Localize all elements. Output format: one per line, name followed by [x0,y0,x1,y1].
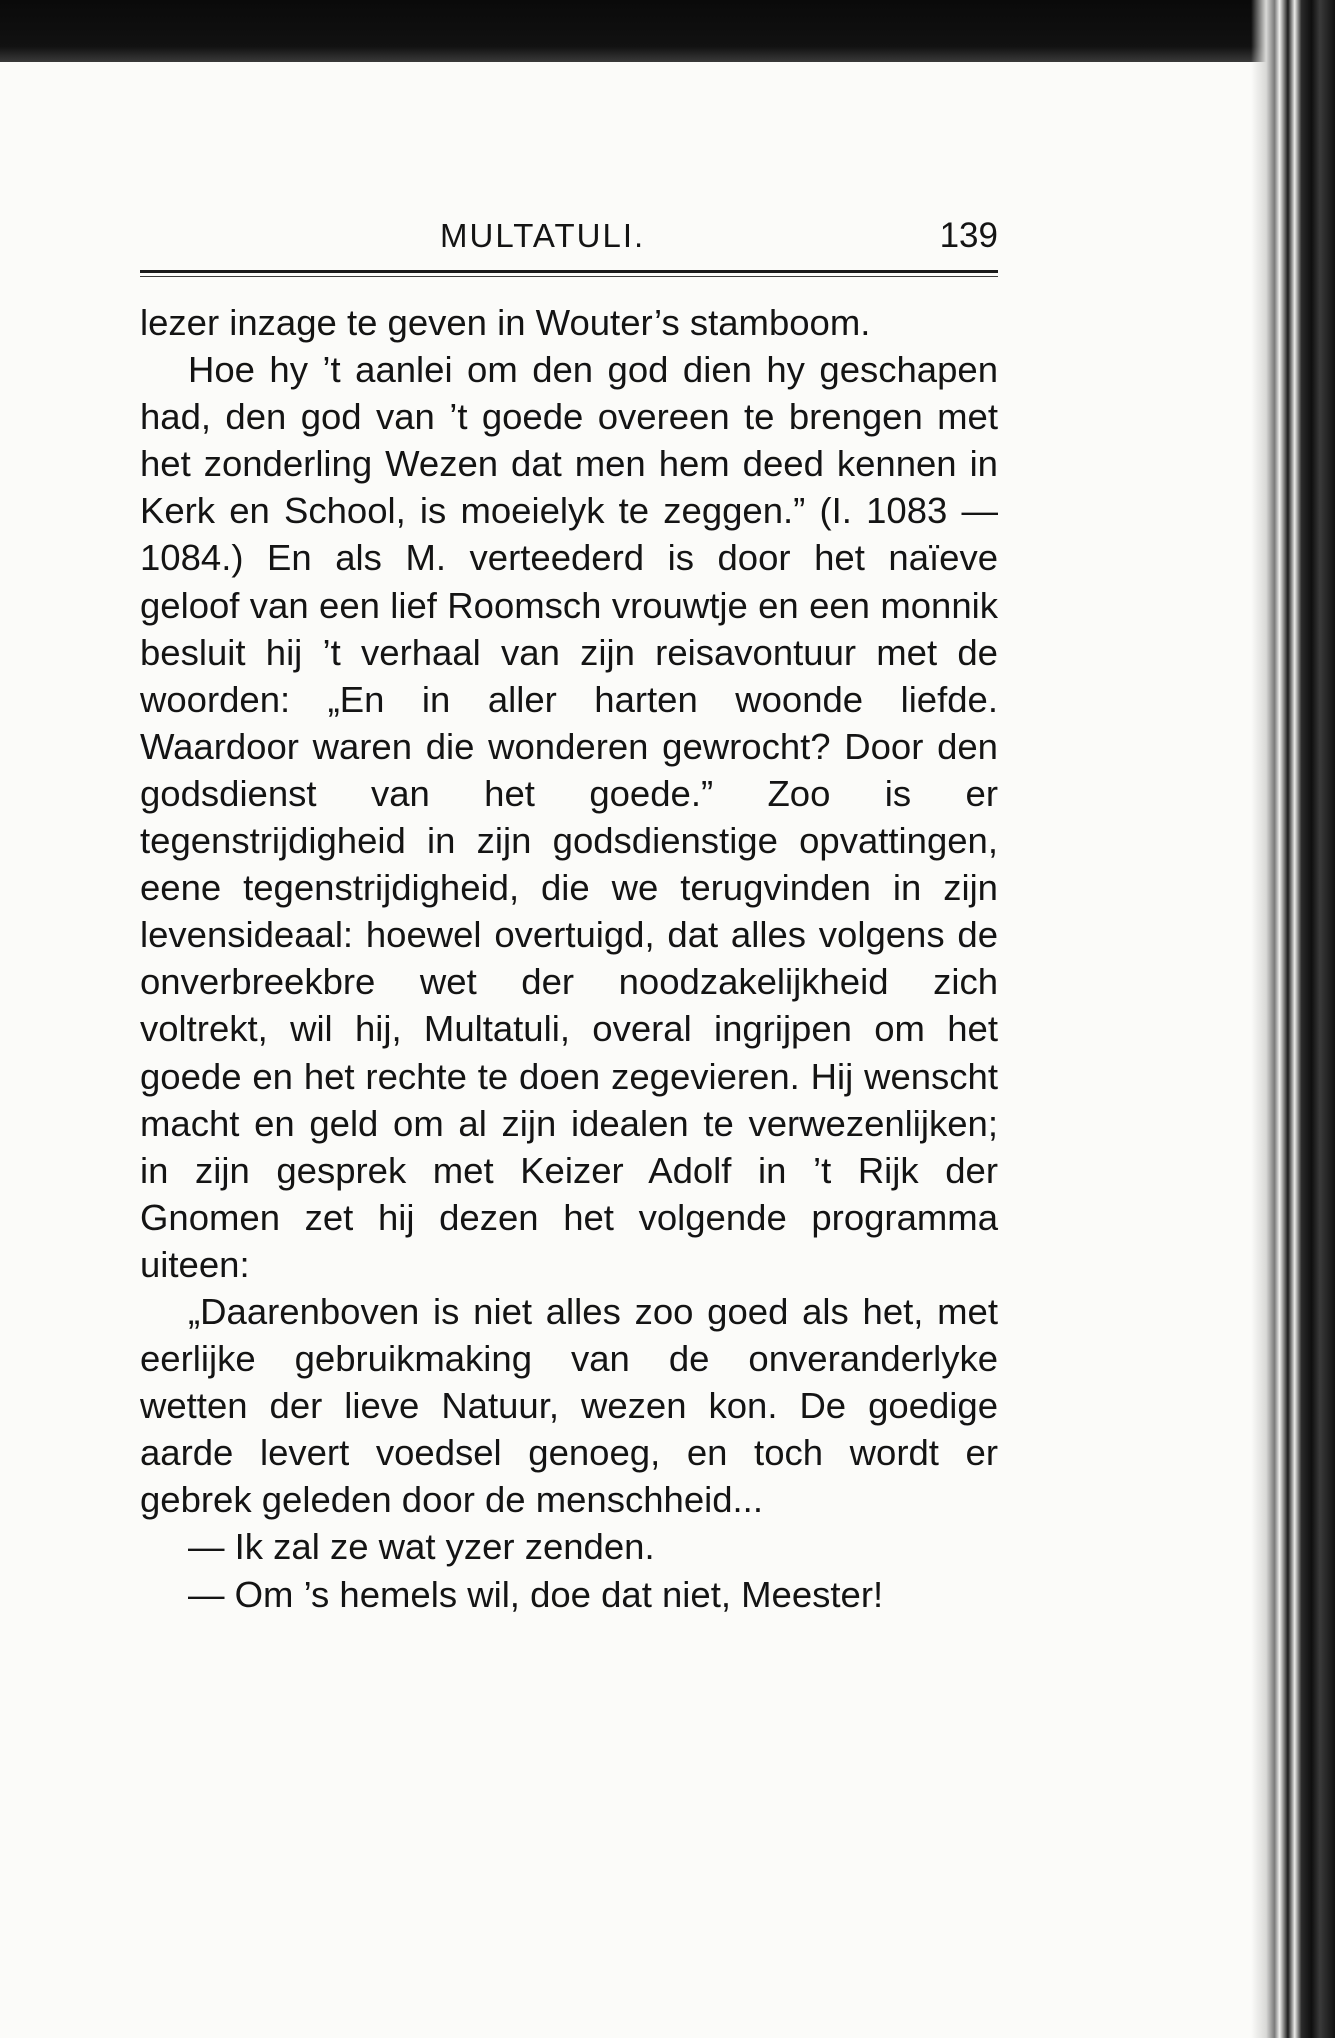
header-rule-thin [140,276,998,277]
book-page [140,212,998,1618]
paragraph-main: Hoe hy ’t aanlei om den god dien hy geschapen had, den god van ’t goede overeen te brengen met het zonderling Wezen dat men hem deed kennen in Kerk en School, is moeielyk te zeggen.” (I. 1083 — 1084.) En als M. verteederd is door het naïeve geloof van een lief Roomsch vrouwtje en een monnik besluit hij ’t verhaal van zijn reisavontuur met de woorden: „En in aller harten woonde liefde. Waardoor waren die wonderen gewrocht? Door den godsdienst van het goede.” Zoo is er tegenstrijdigheid in zijn godsdienstige opvattingen, eene tegenstrijdigheid, die we terugvinden in zijn levensideaal: hoewel overtuigd, dat alles volgens de onverbreekbre wet der noodzakelijkheid zich voltrekt, wil hij, Multatuli, overal ingrijpen om het goede en het rechte te doen zegevieren. Hij wenscht macht en geld om al zijn idealen te verwezenlijken; in zijn gesprek met Keizer Adolf in ’t Rijk der Gnomen zet hij dezen het volgende programma uiteen: [140,349,998,1285]
paragraph-quote: „Daarenboven is niet alles zoo goed als het, met eerlijke gebruikmaking van de onveranderlyke wetten der lieve Natuur, wezen kon. De goedige aarde levert voedsel genoeg, en toch wordt er gebrek geleden door de menschheid... [140,1290,998,1521]
book-spine-edge [1251,0,1335,2038]
running-head [140,212,998,260]
running-title: MULTATULI. [440,217,646,254]
paragraph-dialogue-2: — Om ’s hemels wil, doe dat niet, Meester! [188,1573,884,1615]
paragraph-continuation: lezer inzage te geven in Wouter’s stamboom. [140,302,871,343]
page-number: 139 [939,216,998,255]
header-rule [140,270,998,273]
paragraph-dialogue-1: — Ik zal ze wat yzer zenden. [188,1526,655,1568]
page-top-shadow [0,0,1335,62]
body-text [140,299,998,1618]
